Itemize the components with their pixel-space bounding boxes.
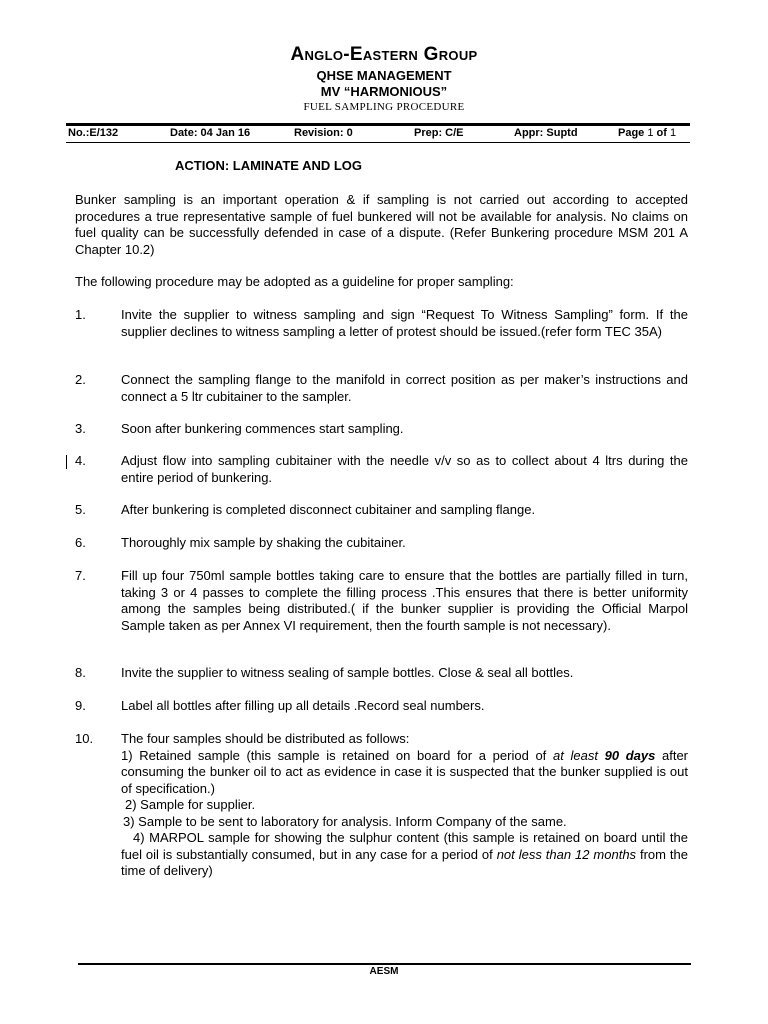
list-item-text: Invite the supplier to witness sealing of sample bottles. Close & seal all bottles. <box>121 665 574 680</box>
list-item-text: Label all bottles after filling up all details .Record seal numbers. <box>121 698 485 713</box>
footer-rule <box>78 963 691 965</box>
page-total: 1 <box>670 127 677 139</box>
doc-revision: Revision: 0 <box>294 127 353 139</box>
retained-sample-line <box>121 748 688 798</box>
list-item-text: After bunkering is completed disconnect cubitainer and sampling flange. <box>121 502 536 517</box>
vessel-name: MV “HARMONIOUS” <box>320 84 448 99</box>
page-label: Page <box>618 127 645 139</box>
list-item-number: 1. <box>75 307 86 322</box>
procedure-title: FUEL SAMPLING PROCEDURE <box>303 101 465 113</box>
doc-prepared-by: Prep: C/E <box>414 127 464 139</box>
footer-label: AESM <box>369 966 399 977</box>
department-title: QHSE MANAGEMENT <box>316 68 452 83</box>
lead-paragraph: The following procedure may be adopted as a guideline for proper sampling: <box>75 274 514 289</box>
list-item-number: 5. <box>75 502 86 517</box>
text-cursor <box>66 455 67 469</box>
list-item-text: Invite the supplier to witness sampling and sign “Request To Witness Sampling” form. If the supplier declines to witness sampling a letter of protest should be issued.(refer form TEC 35A) <box>121 307 688 339</box>
header-rule-top <box>66 123 690 126</box>
list-item-number: 2. <box>75 372 86 387</box>
retained-sample-text: 1) Retained sample (this sample is retained on board for a period of <box>121 747 553 763</box>
list-item-text: Adjust flow into sampling cubitainer with the needle v/v so as to collect about 4 ltrs during the entire period of bunkering. <box>121 453 688 485</box>
laboratory-sample-line: 3) Sample to be sent to laboratory for analysis. Inform Company of the same. <box>123 813 567 829</box>
list-item-number: 10. <box>75 731 94 746</box>
doc-number: No.:E/132 <box>68 127 119 139</box>
list-item-text: Soon after bunkering commences start sampling. <box>121 421 404 436</box>
supplier-sample-line: 2) Sample for supplier. <box>125 797 256 812</box>
list-item-number: 6. <box>75 535 86 550</box>
ninety-days-emphasis: 90 days <box>604 747 656 763</box>
page-of: of <box>656 127 667 139</box>
action-heading: ACTION: LAMINATE AND LOG <box>175 158 363 173</box>
doc-approved-by: Appr: Suptd <box>514 127 578 139</box>
list-item-number: 3. <box>75 421 86 436</box>
doc-date: Date: 04 Jan 16 <box>170 127 251 139</box>
marpol-sample-text: 4) MARPOL sample for showing the sulphur content (this sample is retained on board until the fuel oil is substantially consumed, but in any case for a period of <box>121 830 688 862</box>
list-item-text: Connect the sampling flange to the manifold in correct position as per maker’s instructions and connect a 5 ltr cubitainer to the sampler. <box>121 372 688 404</box>
list-item-number: 8. <box>75 665 86 680</box>
intro-paragraph: Bunker sampling is an important operation & if sampling is not carried out according to accepted procedures a true representative sample of fuel bunkered will not be available for analysis. No claims on fuel quality can be successfully defended in case of a dispute. (Refer Bunkering procedure MSM 201 A Chapter 10.2) <box>75 192 688 257</box>
page-number: 1 <box>647 127 654 139</box>
retained-sample-text-end: after consuming the bunker oil to act as evidence in case it is suspected that the bunker supplied is out of specification.) <box>121 747 689 796</box>
header-rule-bottom <box>66 142 690 143</box>
list-item-number: 9. <box>75 698 86 713</box>
doc-page-info <box>618 127 676 139</box>
marpol-sample-line <box>121 830 688 880</box>
list-item-number: 4. <box>75 453 86 468</box>
at-least-emphasis: at least <box>552 747 605 763</box>
list-item-number: 7. <box>75 568 86 583</box>
list-item-text: Thoroughly mix sample by shaking the cubitainer. <box>121 535 406 550</box>
marpol-sample-text-end: from the time of delivery) <box>121 846 688 878</box>
twelve-months-emphasis: not less than 12 months <box>496 846 637 862</box>
company-name: Anglo-Eastern Group <box>290 44 478 65</box>
distribution-intro: The four samples should be distributed as follows: <box>121 731 410 746</box>
document-meta-row <box>68 127 688 141</box>
list-item-text <box>121 731 688 880</box>
list-item-text: Fill up four 750ml sample bottles taking care to ensure that the bottles are partially filled in turn, taking 3 or 4 passes to complete the filling process .This ensures that there is better uniformity among the samples being distributed.( if the bunker supplier is providing the Official Marpol Sample taken as per Annex VI requirement, then the fourth sample is not necessary). <box>121 568 688 633</box>
